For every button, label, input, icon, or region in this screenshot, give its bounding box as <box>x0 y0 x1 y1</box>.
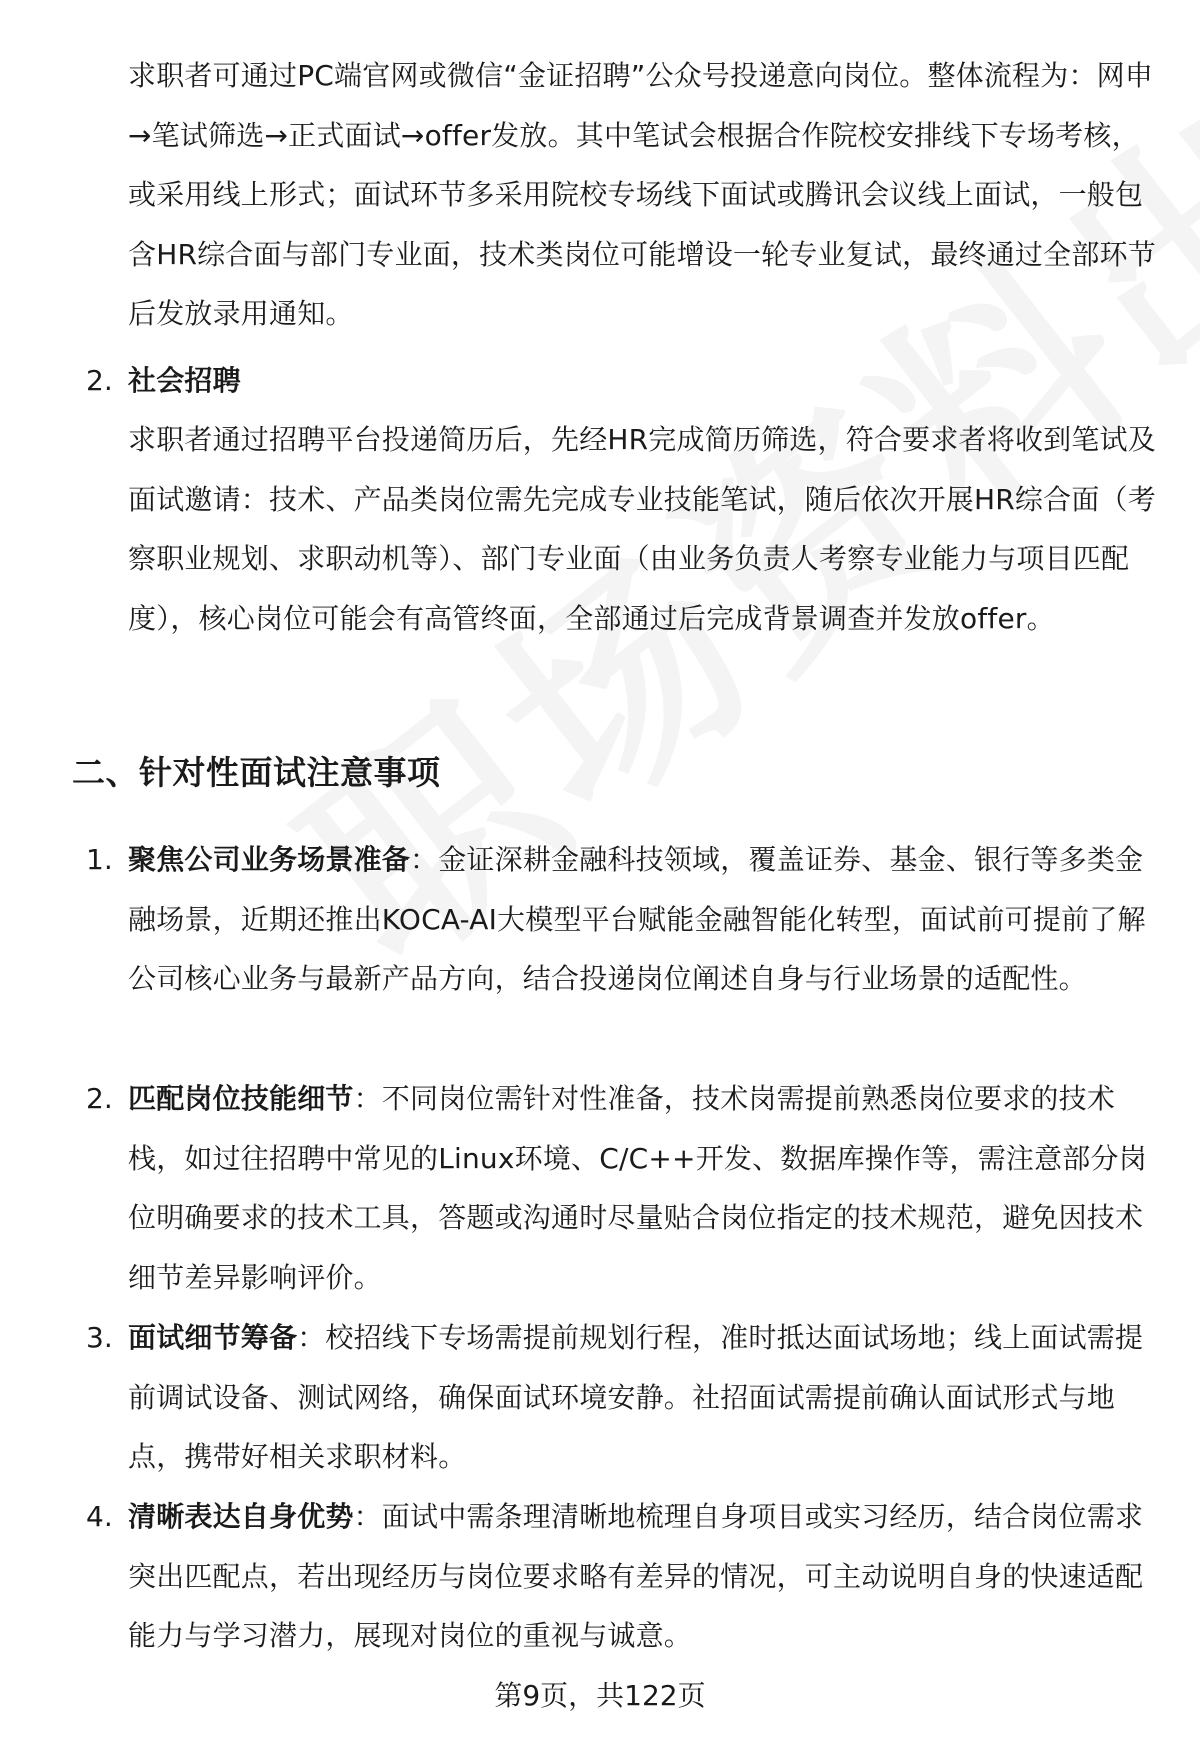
list-item-body <box>128 1487 1160 1666</box>
list-number: 3. <box>86 1321 113 1354</box>
list-item-lead: 匹配岗位技能细节 <box>128 1082 354 1115</box>
list-item-body <box>128 830 1160 1009</box>
list-number: 2. <box>86 364 113 397</box>
list-number: 1. <box>86 843 113 876</box>
social-recruitment-title: 社会招聘 <box>128 364 241 397</box>
list-item-lead: 清晰表达自身优势 <box>128 1500 354 1533</box>
page-number: 第9页，共122页 <box>494 1679 706 1712</box>
list-item-text: ：校招线下专场需提前规划行程，准时抵达面试场地；线上面试需提前调试设备、测试网络，确保面试环境安静。社招面试需提前确认面试形式与地点，携带好相关求职材料。 <box>128 1321 1144 1473</box>
list-item-text: ：金证深耕金融科技领域，覆盖证券、基金、银行等多类金融场景，近期还推出KOCA-AI大模型平台赋能金融智能化转型，面试前可提前了解公司核心业务与最新产品方向，结合投递岗位阐述自身与行业场景的适配性。 <box>128 843 1146 995</box>
list-item-lead: 面试细节筹备 <box>128 1321 298 1354</box>
list-item-lead: 聚焦公司业务场景准备 <box>128 843 411 876</box>
list-item-text: ：面试中需条理清晰地梳理自身项目或实习经历，结合岗位需求突出匹配点，若出现经历与岗位要求略有差异的情况，可主动说明自身的快速适配能力与学习潜力，展现对岗位的重视与诚意。 <box>128 1500 1144 1652</box>
list-item-body <box>128 1069 1160 1307</box>
list-number: 4. <box>86 1500 113 1533</box>
section-heading: 二、针对性面试注意事项 <box>72 753 441 792</box>
campus-recruitment-paragraph: 求职者可通过PC端官网或微信“金证招聘”公众号投递意向岗位。整体流程为：网申→笔试筛选→正式面试→offer发放。其中笔试会根据合作院校安排线下专场考核，或采用线上形式；面试环节多采用院校专场线下面试或腾讯会议线上面试，一般包含HR综合面与部门专业面，技术类岗位可能增设一轮专业复试，最终通过全部环节后发放录用通知。 <box>128 59 1156 330</box>
list-item-body <box>128 1308 1160 1487</box>
social-recruitment-paragraph: 求职者通过招聘平台投递简历后，先经HR完成简历筛选，符合要求者将收到笔试及面试邀请：技术、产品类岗位需先完成专业技能笔试，随后依次开展HR综合面（考察职业规划、求职动机等）、部门专业面（由业务负责人考察专业能力与项目匹配度），核心岗位可能会有高管终面，全部通过后完成背景调查并发放offer。 <box>128 423 1156 635</box>
list-item-text: ：不同岗位需针对性准备，技术岗需提前熟悉岗位要求的技术栈，如过往招聘中常见的Linux环境、C/C++开发、数据库操作等，需注意部分岗位明确要求的技术工具，答题或沟通时尽量贴合岗位指定的技术规范，避免因技术细节差异影响评价。 <box>128 1082 1147 1294</box>
list-number: 2. <box>86 1082 113 1115</box>
